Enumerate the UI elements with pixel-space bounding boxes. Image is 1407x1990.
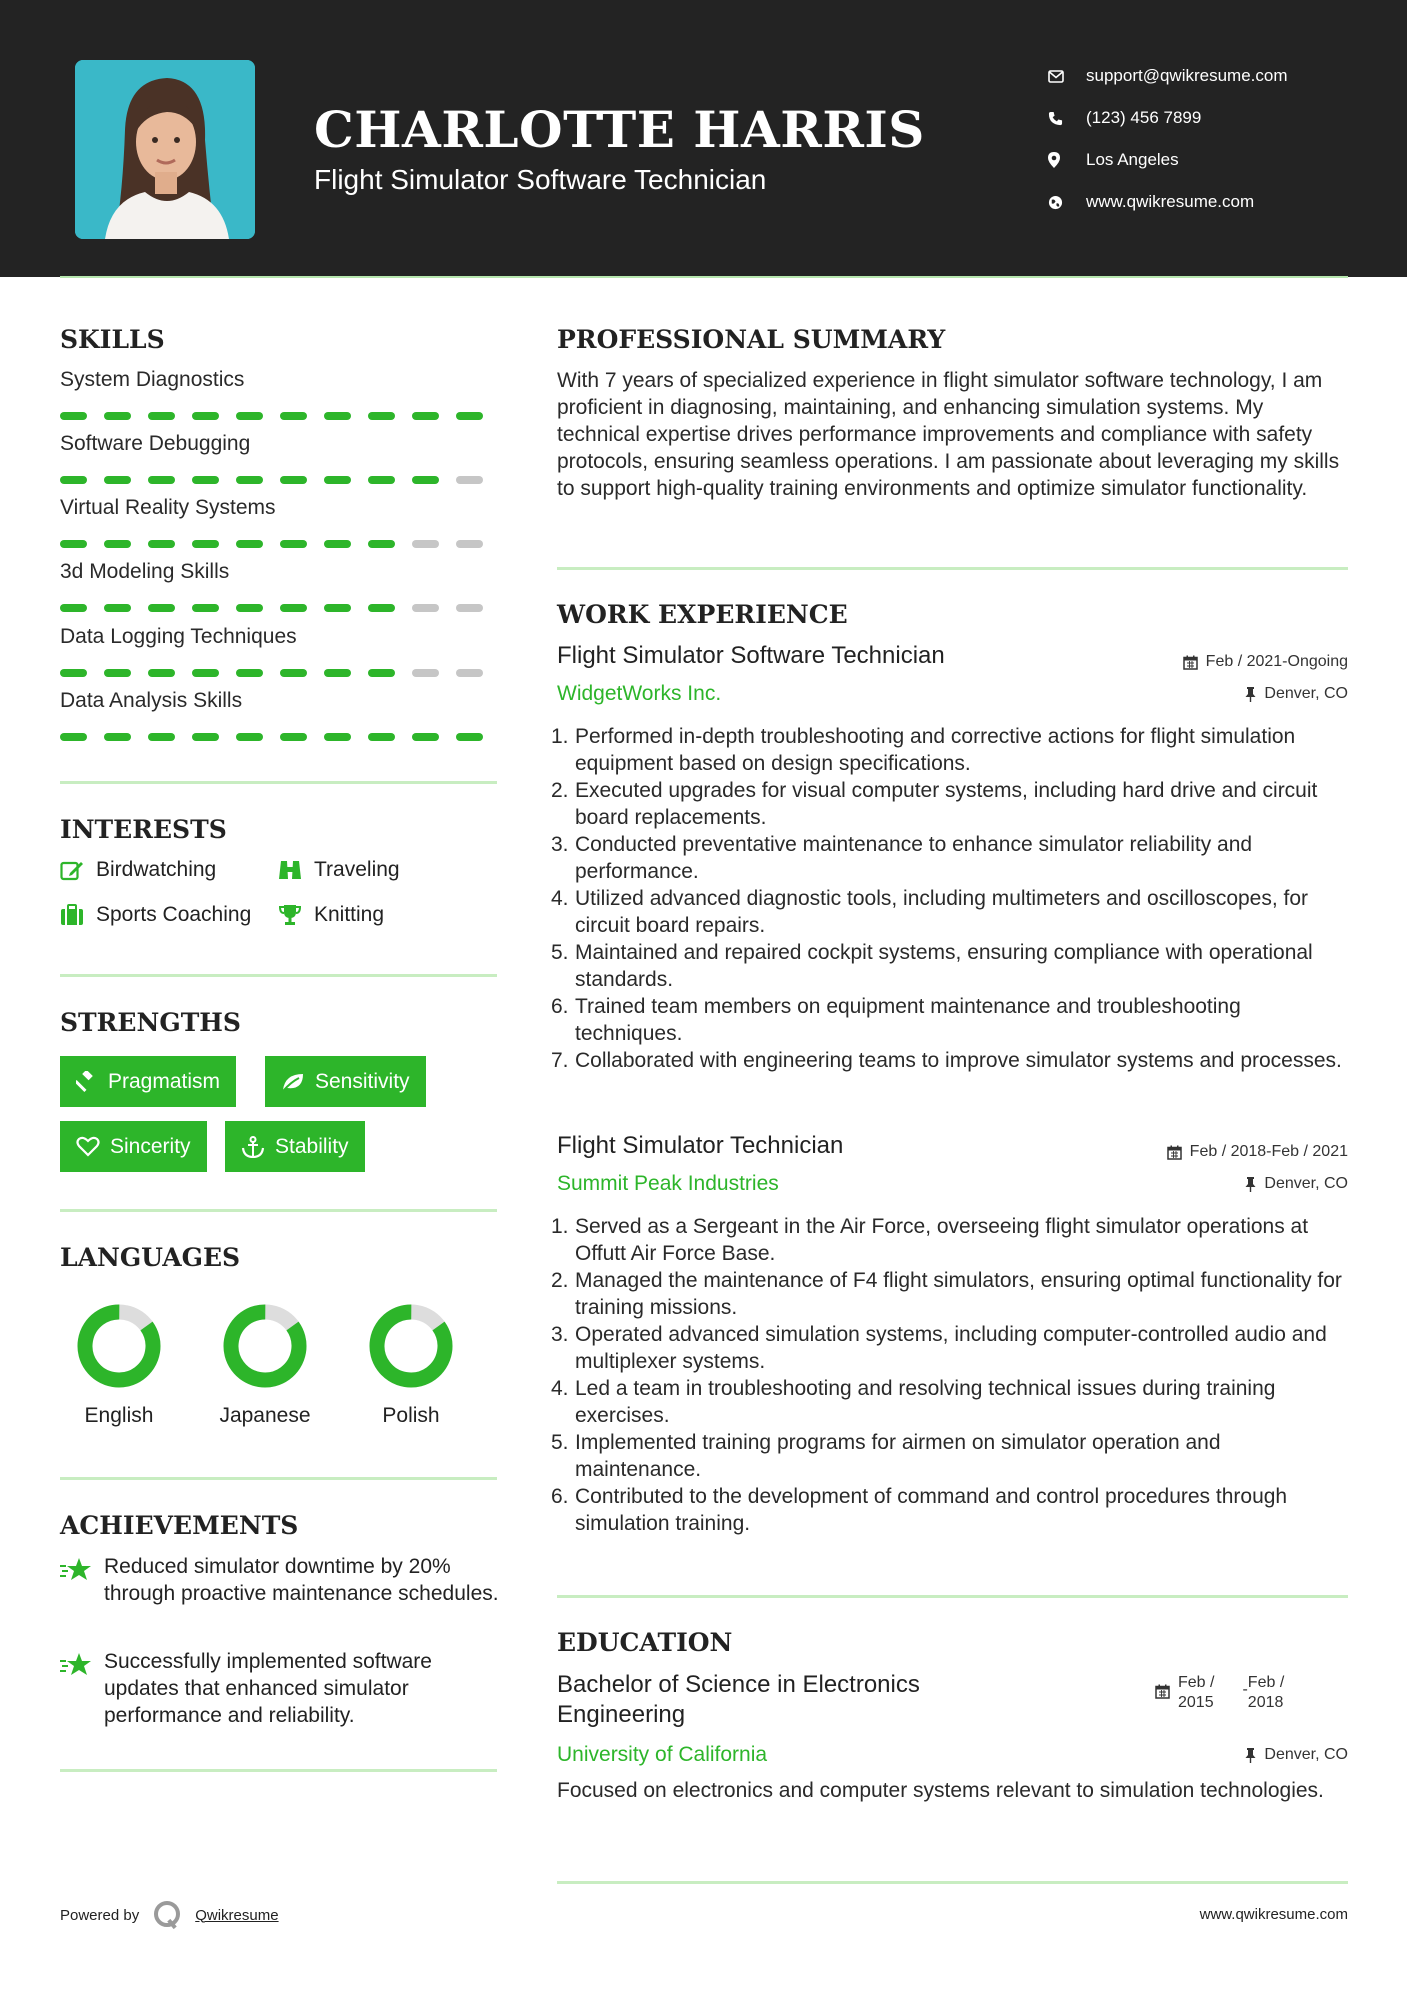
skill-name: System Diagnostics	[60, 368, 245, 391]
contact-block	[1048, 55, 1388, 223]
website-text: www.qwikresume.com	[1086, 192, 1255, 211]
strength-badge	[225, 1121, 365, 1172]
skill-dash-filled	[280, 733, 307, 741]
skill-dash-filled	[60, 604, 87, 612]
achievement-item	[60, 1553, 500, 1607]
strength-label: Sensitivity	[315, 1069, 410, 1093]
degree-title-line1: Bachelor of Science in Electronics	[557, 1671, 920, 1698]
leaf-icon	[281, 1072, 305, 1092]
skill-dash-empty	[412, 669, 439, 677]
company-name: WidgetWorks Inc.	[557, 682, 722, 705]
phone-text: (123) 456 7899	[1086, 108, 1202, 127]
skill-item	[60, 560, 500, 612]
interest-label: Knitting	[314, 903, 385, 926]
skills-heading: SKILLS	[60, 325, 165, 354]
skill-dash-filled	[104, 604, 131, 612]
skill-dash-filled	[324, 476, 351, 484]
education-start: Feb / 2015	[1178, 1674, 1215, 1711]
strength-badge	[265, 1056, 426, 1107]
edit-icon	[60, 859, 96, 881]
education-location	[1245, 1746, 1348, 1764]
skill-dash-filled	[148, 733, 175, 741]
achievements-heading: ACHIEVEMENTS	[60, 1511, 299, 1540]
education-end: Feb / 2018	[1247, 1674, 1285, 1711]
education-divider	[557, 1881, 1348, 1884]
job-bullet: 4. Utilized advanced diagnostic tools, including multimeters and oscilloscopes, for circuit board repairs.	[551, 887, 1309, 937]
strength-label: Sincerity	[110, 1134, 191, 1158]
gavel-icon	[76, 1071, 98, 1093]
skill-dash-filled	[368, 604, 395, 612]
skill-dash-filled	[412, 412, 439, 420]
powered-by-text: Powered by	[60, 1906, 140, 1924]
skill-item	[60, 689, 500, 741]
skill-dash-empty	[412, 604, 439, 612]
star-icon	[60, 1553, 104, 1607]
summary-text: With 7 years of specialized experience in flight simulator software technology, I am proficient in diagnosing, maintaining, and enhancing simulation systems. My technical expertise drives performance improvements and compliance with safety protocols, ensuring seamless operations. I am passionate about leveraging my skills to support high-quality training environments and optimize simulator functionality.	[557, 369, 1340, 500]
skill-dash-filled	[192, 412, 219, 420]
skill-item	[60, 432, 500, 484]
skill-dash-filled	[104, 669, 131, 677]
footer-website[interactable]: www.qwikresume.com	[1199, 1906, 1348, 1923]
skill-dash-filled	[236, 412, 263, 420]
degree-title-line2: Engineering	[557, 1701, 686, 1728]
profile-photo	[75, 60, 255, 239]
candidate-name: CHARLOTTE HARRIS	[314, 100, 925, 159]
interest-label: Sports Coaching	[96, 903, 252, 926]
education-description: Focused on electronics and computer systems relevant to simulation technologies.	[557, 1779, 1324, 1802]
calendar-icon	[1167, 1145, 1182, 1160]
skill-dash-filled	[236, 540, 263, 548]
skill-name: Virtual Reality Systems	[60, 496, 276, 519]
job-location	[1245, 685, 1348, 703]
strengths-heading: STRENGTHS	[60, 1008, 241, 1037]
job-dates-text: Feb / 2018-Feb / 2021	[1189, 1143, 1348, 1160]
skill-dash-filled	[148, 476, 175, 484]
envelope-icon	[1048, 70, 1086, 83]
job-bullets	[551, 1213, 1349, 1537]
interest-label: Birdwatching	[96, 858, 217, 881]
job-bullet: 3. Conducted preventative maintenance to enhance simulator reliability and performance.	[551, 833, 1253, 883]
contact-phone[interactable]	[1048, 97, 1388, 139]
skill-dash-filled	[60, 476, 87, 484]
achievement-text: Successfully implemented software updates that enhanced simulator performance and reliability.	[104, 1650, 432, 1727]
date-separator: -	[1242, 1681, 1248, 1698]
skill-level-bar	[60, 540, 500, 548]
strength-badge	[60, 1121, 207, 1172]
job-location-text: Denver, CO	[1264, 685, 1348, 702]
language-name: Japanese	[219, 1404, 311, 1427]
company-name: Summit Peak Industries	[557, 1172, 779, 1195]
skill-dash-filled	[60, 540, 87, 548]
school-name: University of California	[557, 1743, 768, 1766]
skill-dash-filled	[456, 733, 483, 741]
qwikresume-logo-icon	[153, 1900, 183, 1930]
skill-dash-filled	[412, 476, 439, 484]
languages-divider	[60, 1477, 497, 1480]
job-bullet: 2. Executed upgrades for visual computer systems, including hard drive and circuit board replacements.	[551, 779, 1318, 829]
languages-heading: LANGUAGES	[60, 1243, 241, 1272]
contact-website[interactable]	[1048, 181, 1388, 223]
skill-dash-filled	[192, 540, 219, 548]
skill-dash-filled	[148, 412, 175, 420]
skill-dash-filled	[148, 540, 175, 548]
education-heading: EDUCATION	[557, 1628, 733, 1657]
skill-dash-filled	[368, 540, 395, 548]
skill-dash-filled	[324, 412, 351, 420]
job-bullet: 1. Served as a Sergeant in the Air Force, overseeing flight simulator operations at Offutt Air Force Base.	[551, 1215, 1309, 1265]
skill-dash-filled	[456, 412, 483, 420]
skill-dash-filled	[60, 733, 87, 741]
skill-dash-filled	[148, 604, 175, 612]
interest-item	[278, 858, 400, 882]
anchor-icon	[241, 1136, 265, 1158]
resume-header	[0, 0, 1407, 277]
qwikresume-link[interactable]: Qwikresume	[195, 1906, 279, 1924]
achievements-divider	[60, 1769, 497, 1772]
skill-dash-filled	[280, 669, 307, 677]
skill-level-bar	[60, 669, 500, 677]
language-donut	[75, 1302, 163, 1390]
trophy-icon	[278, 904, 314, 926]
skill-item	[60, 625, 500, 677]
job-title: Flight Simulator Software Technician	[557, 642, 945, 669]
strength-badge	[60, 1056, 236, 1107]
language-name: English	[84, 1404, 154, 1427]
star-icon	[60, 1648, 104, 1729]
calendar-icon	[1155, 1684, 1170, 1699]
job-bullet: 2. Managed the maintenance of F4 flight simulators, ensuring optimal functionality for training missions.	[551, 1269, 1342, 1319]
skill-dash-filled	[280, 412, 307, 420]
skill-dash-filled	[236, 604, 263, 612]
skill-dash-filled	[324, 540, 351, 548]
language-donut	[367, 1302, 455, 1390]
skill-dash-filled	[280, 604, 307, 612]
skill-dash-filled	[60, 669, 87, 677]
heart-icon	[76, 1136, 100, 1157]
skill-dash-filled	[192, 733, 219, 741]
skill-dash-filled	[412, 733, 439, 741]
skill-name: Data Analysis Skills	[60, 689, 243, 712]
calendar-icon	[1183, 655, 1198, 670]
contact-location	[1048, 139, 1388, 181]
education-dates	[1155, 1673, 1284, 1713]
job-bullet: 1. Performed in-depth troubleshooting and corrective actions for flight simulation equipment based on design specifications.	[551, 725, 1296, 775]
job-bullets	[551, 723, 1349, 1074]
skill-dash-filled	[148, 669, 175, 677]
skill-name: Software Debugging	[60, 432, 251, 455]
binoculars-icon	[278, 859, 314, 881]
skill-dash-filled	[236, 669, 263, 677]
interest-label: Traveling	[314, 858, 400, 881]
skills-divider	[60, 781, 497, 784]
skill-level-bar	[60, 476, 500, 484]
summary-heading: PROFESSIONAL SUMMARY	[557, 325, 946, 354]
skill-dash-filled	[236, 733, 263, 741]
job-dates	[1167, 1143, 1348, 1161]
skill-dash-filled	[192, 604, 219, 612]
skill-dash-filled	[280, 540, 307, 548]
skill-dash-empty	[456, 604, 483, 612]
skill-dash-filled	[324, 669, 351, 677]
skill-dash-filled	[280, 476, 307, 484]
skill-dash-filled	[236, 476, 263, 484]
skill-dash-filled	[368, 476, 395, 484]
achievement-text: Reduced simulator downtime by 20% through proactive maintenance schedules.	[104, 1555, 499, 1605]
pushpin-icon	[1245, 1177, 1256, 1192]
header-divider	[60, 276, 1348, 278]
experience-heading: WORK EXPERIENCE	[557, 600, 848, 629]
job-dates-text: Feb / 2021-Ongoing	[1205, 653, 1348, 670]
interests-heading: INTERESTS	[60, 815, 227, 844]
skill-name: Data Logging Techniques	[60, 625, 297, 648]
skill-dash-filled	[104, 476, 131, 484]
job-bullet: 7. Collaborated with engineering teams to improve simulator systems and processes.	[551, 1049, 1342, 1072]
skill-dash-filled	[368, 669, 395, 677]
skill-dash-filled	[104, 733, 131, 741]
interest-item	[278, 903, 384, 927]
language-name: Polish	[382, 1404, 440, 1427]
skill-level-bar	[60, 412, 500, 420]
skill-name: 3d Modeling Skills	[60, 560, 230, 583]
skill-dash-filled	[192, 669, 219, 677]
job-dates	[1183, 653, 1348, 671]
globe-icon	[1048, 195, 1086, 210]
skill-item	[60, 368, 500, 420]
job-title: Flight Simulator Technician	[557, 1132, 844, 1159]
language-item	[338, 1302, 484, 1428]
job-bullet: 5. Maintained and repaired cockpit systems, ensuring compliance with operational standards.	[551, 941, 1313, 991]
skill-dash-filled	[324, 733, 351, 741]
skill-dash-filled	[104, 412, 131, 420]
skill-dash-filled	[368, 412, 395, 420]
strength-label: Stability	[275, 1134, 349, 1158]
briefcase-icon	[60, 904, 96, 926]
skill-dash-empty	[456, 476, 483, 484]
skill-level-bar	[60, 733, 500, 741]
skill-item	[60, 496, 500, 548]
job-location	[1245, 1175, 1348, 1193]
location-text: Los Angeles	[1086, 150, 1179, 169]
candidate-title: Flight Simulator Software Technician	[314, 164, 767, 195]
skill-dash-empty	[456, 540, 483, 548]
interest-item	[60, 858, 216, 882]
skill-dash-filled	[192, 476, 219, 484]
language-item	[46, 1302, 192, 1428]
skill-dash-filled	[104, 540, 131, 548]
job-location-text: Denver, CO	[1264, 1175, 1348, 1192]
skill-dash-empty	[456, 669, 483, 677]
language-item	[192, 1302, 338, 1428]
footer-powered	[60, 1900, 279, 1930]
pushpin-icon	[1245, 687, 1256, 702]
interests-divider	[60, 974, 497, 977]
summary-divider	[557, 567, 1348, 570]
map-pin-icon	[1048, 152, 1086, 168]
language-donut	[221, 1302, 309, 1390]
strength-label: Pragmatism	[108, 1069, 221, 1093]
job-bullet: 3. Operated advanced simulation systems, including computer-controlled audio and multiplexer systems.	[551, 1323, 1327, 1373]
pushpin-icon	[1245, 1748, 1256, 1763]
education-location-text: Denver, CO	[1264, 1746, 1348, 1763]
skill-dash-filled	[368, 733, 395, 741]
experience-divider	[557, 1595, 1348, 1598]
skill-dash-filled	[324, 604, 351, 612]
achievement-item	[60, 1648, 500, 1729]
job-bullet: 4. Led a team in troubleshooting and resolving technical issues during training exercises.	[551, 1377, 1276, 1427]
email-text: support@qwikresume.com	[1086, 66, 1288, 85]
job-bullet: 5. Implemented training programs for airmen on simulator operation and maintenance.	[551, 1431, 1221, 1481]
job-bullet: 6. Trained team members on equipment maintenance and troubleshooting techniques.	[551, 995, 1241, 1045]
skill-dash-empty	[412, 540, 439, 548]
skill-dash-filled	[60, 412, 87, 420]
skill-level-bar	[60, 604, 500, 612]
contact-email[interactable]	[1048, 55, 1388, 97]
job-bullet: 6. Contributed to the development of command and control procedures through simulation training.	[551, 1485, 1288, 1535]
strengths-divider	[60, 1209, 497, 1212]
interest-item	[60, 903, 251, 927]
phone-icon	[1048, 111, 1086, 126]
